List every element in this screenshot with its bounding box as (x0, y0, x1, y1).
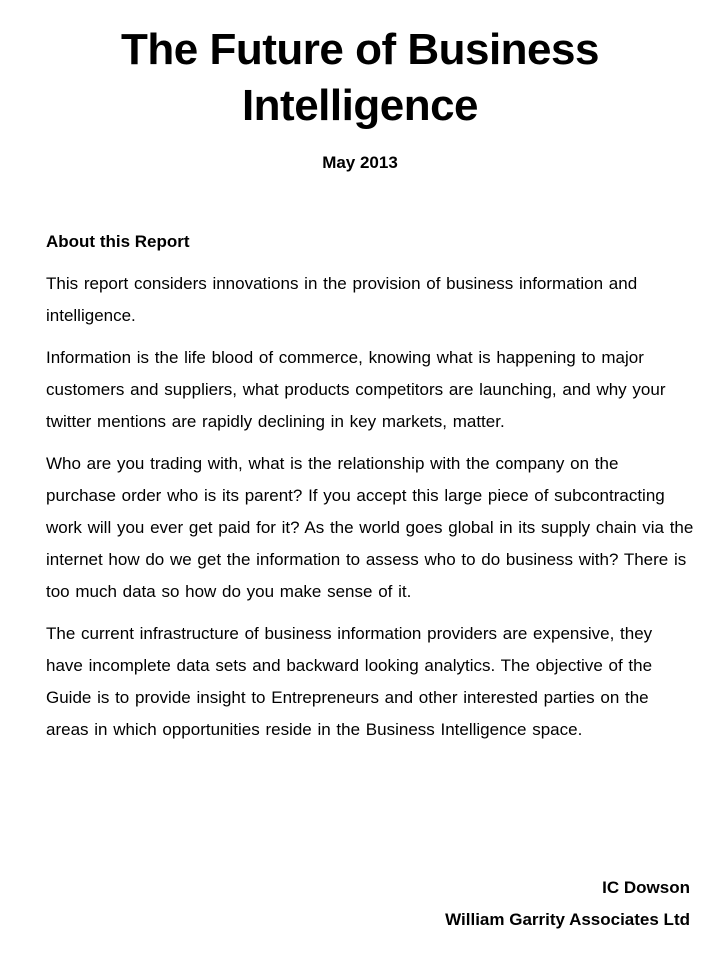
paragraph: This report considers innovations in the provision of business information and intelligence. (46, 274, 638, 325)
paragraph: The current infrastructure of business information providers are expensive, they have incomplete data sets and backward looking analytics. The objective of the Guide is to provide insight to Entrepreneurs and other interested parties on the areas in which opportunities reside in the Business Intelligence space. (46, 624, 653, 739)
paragraph: Who are you trading with, what is the relationship with the company on the purchase order who is its parent? If you accept this large piece of subcontracting work will you ever get paid for it? As the world goes global in its supply chain via the internet how do we get the information to assess who to do business with? There is too much data so how do you make sense of it. (46, 454, 694, 601)
organization-name: William Garrity Associates Ltd (445, 910, 690, 929)
section-heading: About this Report (46, 232, 190, 251)
report-body (46, 228, 694, 756)
author-name: IC Dowson (602, 878, 690, 897)
paragraph: Information is the life blood of commerce, knowing what is happening to major customers and suppliers, what products competitors are launching, and why your twitter mentions are rapidly declining in key markets, matter. (46, 348, 666, 431)
document-date: May 2013 (322, 153, 398, 172)
signature-block (445, 872, 690, 936)
document-title: The Future of Business Intelligence (121, 25, 599, 130)
